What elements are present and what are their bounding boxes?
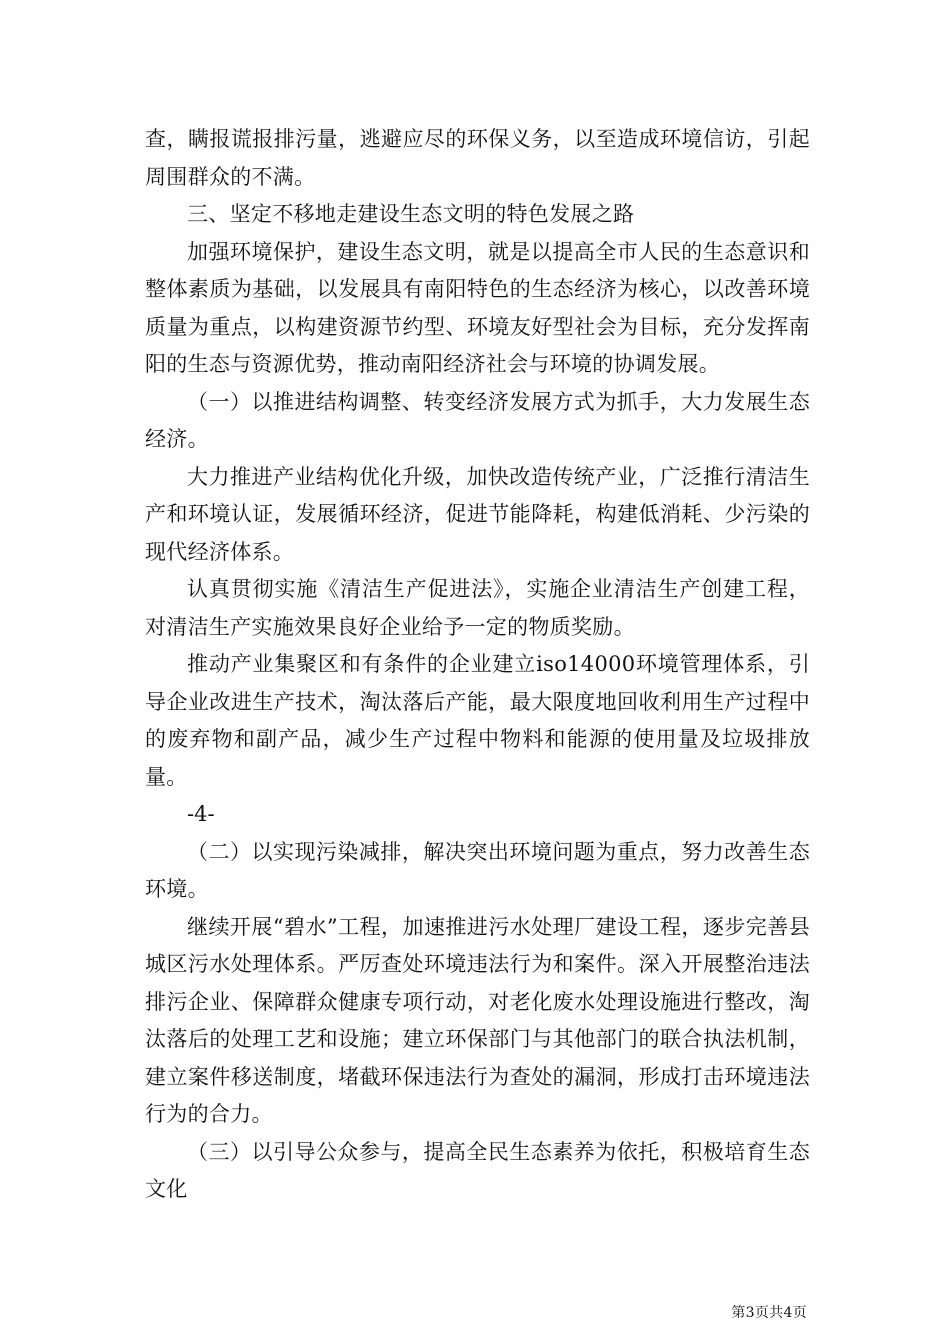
paragraph: 认真贯彻实施《清洁生产促进法》，实施企业清洁生产创建工程，对清洁生产实施效果良好企业给予一定的物质奖励。 (145, 577, 810, 639)
page-footer: 第3页共4页 (731, 1305, 807, 1321)
section-heading-3: 三、坚定不移地走建设生态文明的特色发展之路 (187, 202, 635, 226)
paragraph: 推动产业集聚区和有条件的企业建立iso14000环境管理体系，引导企业改进生产技术，淘汰落后产能，最大限度地回收利用生产过程中的废弃物和副产品，减少生产过程中物料和能源的使用量及垃圾排放量。 (145, 652, 810, 789)
subheading-3: （三）以引导公众参与，提高全民生态素养为依托，积极培育生态文化 (145, 1139, 810, 1201)
paragraph: 大力推进产业结构优化升级，加快改造传统产业，广泛推行清洁生产和环境认证，发展循环经济，促进节能降耗，构建低消耗、少污染的现代经济体系。 (145, 464, 810, 564)
document-body (145, 121, 810, 1209)
paragraph-intro: 加强环境保护，建设生态文明，就是以提高全市人民的生态意识和整体素质为基础，以发展具有南阳特色的生态经济为核心，以改善环境质量为重点，以构建资源节约型、环境友好型社会为目标，充分发挥南阳的生态与资源优势，推动南阳经济社会与环境的协调发展。 (145, 239, 810, 376)
subheading-1: （一）以推进结构调整、转变经济发展方式为抓手，大力发展生态经济。 (145, 389, 810, 451)
inline-page-number: -4- (187, 802, 215, 826)
paragraph: 继续开展“碧水”工程，加速推进污水处理厂建设工程，逐步完善县城区污水处理体系。严厉查处环境违法行为和案件。深入开展整治违法排污企业、保障群众健康专项行动，对老化废水处理设施进行整改，淘汰落后的处理工艺和设施；建立环保部门与其他部门的联合执法机制，建立案件移送制度，堵截环保违法行为查处的漏洞，形成打击环境违法行为的合力。 (145, 914, 810, 1126)
paragraph-continuation: 查，瞒报谎报排污量，逃避应尽的环保义务，以至造成环境信访，引起周围群众的不满。 (145, 127, 810, 189)
subheading-2: （二）以实现污染减排，解决突出环境问题为重点，努力改善生态环境。 (145, 839, 810, 901)
